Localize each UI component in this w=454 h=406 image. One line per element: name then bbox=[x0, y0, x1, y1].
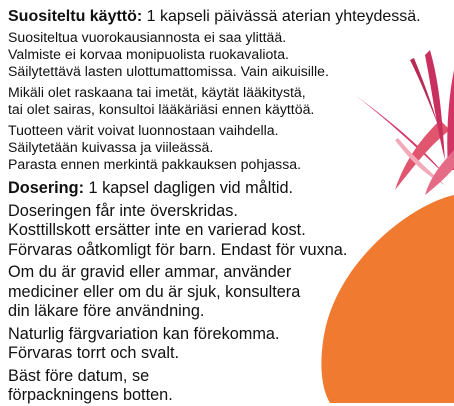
finnish-usage-text: 1 kapseli päivässä aterian yhteydessä. bbox=[142, 8, 421, 25]
finnish-section bbox=[8, 7, 454, 173]
swedish-usage-line bbox=[8, 179, 454, 199]
text-line: Tuotteen värit voivat luonnostaan vaihdella. bbox=[8, 122, 279, 138]
text-line: Valmiste ei korvaa monipuolista ruokavaliota. bbox=[8, 46, 289, 62]
finnish-block-1 bbox=[8, 29, 454, 80]
finnish-block-3 bbox=[8, 122, 454, 173]
text-line: mediciner eller om du är sjuk, konsultera bbox=[8, 282, 301, 301]
text-line: Kosttillskott ersätter inte en varierad kost. bbox=[8, 221, 306, 239]
text-line: din läkare före användning. bbox=[8, 302, 205, 320]
text-line: Bäst före datum, se bbox=[8, 366, 150, 385]
finnish-usage-heading: Suositeltu käyttö: bbox=[8, 8, 143, 25]
swedish-usage-text: 1 kapsel dagligen vid måltid. bbox=[84, 179, 294, 197]
text-line: Suositeltua vuorokausiannosta ei saa ylittää. bbox=[8, 29, 287, 45]
swedish-block-3 bbox=[8, 325, 454, 364]
text-line: tai olet sairas, konsultoi lääkäriäsi ennen käyttöä. bbox=[8, 101, 315, 117]
text-line: förpackningens botten. bbox=[8, 386, 173, 404]
swedish-usage-heading: Dosering: bbox=[8, 179, 84, 197]
text-line: Om du är gravid eller ammar, använder bbox=[8, 263, 292, 281]
swedish-section bbox=[8, 179, 454, 406]
text-line: Doseringen får inte överskridas. bbox=[8, 201, 238, 220]
text-line: Mikäli olet raskaana tai imetät, käytät lääkitystä, bbox=[8, 84, 306, 100]
text-line: Förvaras torrt och svalt. bbox=[8, 344, 180, 362]
text-line: Naturlig färgvariation kan förekomma. bbox=[8, 324, 280, 343]
text-line: Förvaras oåtkomligt för barn. Endast för vuxna. bbox=[8, 240, 348, 259]
swedish-block-2 bbox=[8, 263, 454, 322]
swedish-block-4 bbox=[8, 367, 454, 406]
text-line: Parasta ennen merkintä pakkauksen pohjassa. bbox=[8, 156, 302, 172]
finnish-block-2 bbox=[8, 84, 454, 118]
text-line: Säilytetään kuivassa ja viileässä. bbox=[8, 139, 214, 155]
text-line: Säilytettävä lasten ulottumattomissa. Vain aikuisille. bbox=[8, 63, 329, 79]
label-text bbox=[8, 0, 454, 406]
finnish-usage-line bbox=[8, 7, 454, 26]
swedish-block-1 bbox=[8, 202, 454, 261]
